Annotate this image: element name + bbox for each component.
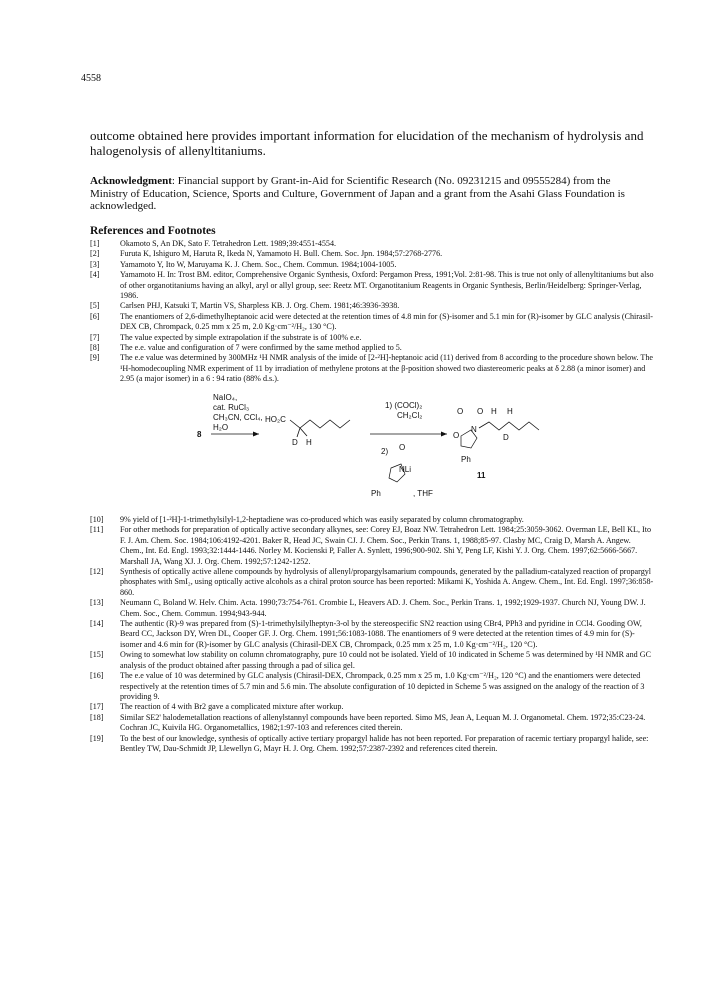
reference-item (90, 333, 655, 343)
scheme-reagent2-ph: Ph (371, 489, 381, 498)
scheme-reagent1-line2: cat. RuCl₃ (213, 403, 250, 412)
intro-paragraph: outcome obtained here provides important information for elucidation of the mechanism of hydrolysis and halogenolysis of allenyltitaniums. (90, 128, 644, 158)
scheme-reagent2-step: 2) (381, 447, 389, 456)
reference-number: [7] (90, 332, 100, 342)
scheme-reagent2-line2: CH₂Cl₂ (397, 411, 423, 420)
reference-number: [13] (90, 598, 104, 608)
reference-item (90, 260, 655, 270)
scheme-arrow-2-head (441, 432, 447, 437)
scheme-reagent1-line3: CH₃CN, CCl₄, (213, 413, 263, 422)
reference-text: Neumann C, Boland W. Helv. Chim. Acta. 1990;73:754-761. Crombie L, Heavers AD. J. Chem. Soc., Perkin Trans. 1, 1992;1929-1937. Church NJ, Young DW. J. Chem. Soc., Chem. Commun. 1994;943-944. (120, 598, 646, 618)
scheme-acid-d: D (292, 438, 298, 447)
reference-text: The value expected by simple extrapolation if the substrate is of 100% e.e. (120, 332, 362, 342)
reference-item (90, 702, 655, 712)
scheme-product-o3: O (453, 431, 460, 440)
scheme-reagent2-line1: 1) (COCl)₂ (385, 401, 423, 410)
reference-number: [10] (90, 515, 104, 524)
scheme-acid-h: H (306, 438, 312, 447)
scheme-reagent2-nli: NLi (399, 465, 412, 474)
scheme-product-h2: H (507, 407, 513, 416)
scheme-product-o2: O (477, 407, 484, 416)
acknowledgment-text: : Financial support by Grant-in-Aid for Scientific Research (No. 09231215 and 09555284) from the Ministry of Education, Science, Sports and Culture, Government of Japan and a grant from the Asahi Glass Foundation is acknowledged. (90, 175, 625, 212)
references-list-part2 (90, 515, 655, 754)
reference-item (90, 567, 655, 598)
reference-number: [15] (90, 650, 104, 660)
reference-item (90, 671, 655, 702)
reference-number: [12] (90, 567, 104, 577)
reference-text: To the best of our knowledge, synthesis of optically active tertiary propargyl halide has not been reported. For preparation of racemic tertiary propargyl halide, see: Bentley TW, Dau-Schmidt JP, Llewellyn G, Mayr H. J. Org. Chem. 1992;57:2387-2392 and references cited therein. (120, 733, 649, 753)
reference-text: The e.e value of 10 was determined by GLC analysis (Chirasil-DEX, Chrompack, 0.25 mm x 25 m, 1.0 Kg·cm⁻²/H₂, 120 °C) and the enantiomers were detected respectively at the retention times of 5.7 min and 5.6 min. The absolute configuration of 10 depicted in Scheme 5 was assigned on the analogy of the reaction of 3 providing 9. (120, 671, 645, 701)
page-number: 4558 (81, 73, 101, 84)
reference-text: Owing to somewhat low stability on column chromatography, pure 10 could not be isolated. Yield of 10 indicated in Scheme 5 was determined by ¹H NMR and GC analysis of the product obtained after passing through a pad of silica gel. (120, 650, 651, 670)
scheme-product-h1: H (491, 407, 497, 416)
reference-number: [18] (90, 712, 104, 722)
reference-item (90, 734, 655, 755)
scheme-reagent2-thf: , THF (413, 489, 433, 498)
reference-text: 9% yield of [1-²H]-1-trimethylsilyl-1,2-heptadiene was co-produced which was easily separated by column chromatography. (120, 515, 524, 524)
reference-item (90, 343, 655, 353)
reference-number: [2] (90, 249, 100, 259)
scheme-reagent2-o: O (399, 443, 406, 452)
reference-text: The enantiomers of 2,6-dimethylheptanoic acid were detected at the retention times of 4.8 min for (S)-isomer and 5.1 min for (R)-isomer by GLC analysis (Chirasil-DEX CB, Chrompack, 0.25 mm x 25 m, 2.0 Kg·cm⁻²/H₂, 130 °C). (120, 311, 653, 332)
scheme-acid-label: HO₂C (265, 415, 286, 424)
reference-number: [11] (90, 525, 104, 535)
scheme-product-ph: Ph (461, 455, 471, 464)
scheme-product-chain (479, 422, 539, 430)
references-heading: References and Footnotes (90, 225, 216, 237)
reference-text: The authentic (R)-9 was prepared from (S)-1-trimethylsilylheptyn-3-ol by the stereospecific SN2 reaction using CBr4, PPh3 and pyridine in CCl4. Gooding OW, Beard CC, Jackson DY, Wren DL, Cooper GF. J. Org. Chem. 1991;56:1083-1088. The enantiomers of 9 were detected at the retention times of 4.9 min for (S)-isomer and 4.6 min for (R)-isomer by GLC analysis (Chirasil-DEX CB, Chrompack, 0.25 mm x 25 m, 1.0 Kg·cm⁻²/H₂, 120 °C). (120, 619, 642, 649)
reference-item (90, 353, 655, 384)
reference-text: Carlsen PHJ, Katsuki T, Martin VS, Sharpless KB. J. Org. Chem. 1981;46:3936-3938. (120, 301, 400, 311)
reference-text: Yamamoto Y, Ito W, Maruyama K. J. Chem. Soc., Chem. Commun. 1984;1004-1005. (120, 259, 397, 269)
reference-number: [5] (90, 301, 100, 311)
reference-text: For other methods for preparation of optically active secondary alkynes, see: Corey EJ, Boaz NW. Tetrahedron Lett. 1984;25:3059-3062. Overman LE, Bell KL, Ito F. J. Am. Chem. Soc. 1984;106:4192-4201. Baker R, Head JC, Swain CJ. J. Chem. Soc., Perkin Trans. 1, 1988;85-97. Clasby MC, Craig D, Marsh A. Angew. Chem., Int. Ed. Engl. 1993;32:1444-1446. Norley M. Kocienski P, Faller A. Synlett, 1996;900-902. Shi Y, Peng LF, Kishi Y. J. Org. Chem. 1997;62:5666-5667. Marshall JA, Wang XJ. J. Org. Chem. 1992;57:1242-1252. (120, 525, 652, 566)
reference-text: Yamamoto H. In: Trost BM. editor, Comprehensive Organic Synthesis, Oxford: Pergamon Press, 1991;Vol. 2:81-98. This is true not only of allenyltitaniums but also of other organotitaniums having an alkyl, aryl or allyl group, see: Reetz MT. Organotitanium Reagents in Organic Synthesis, Berlin/Heidelberg: Springer-Verlag, 1986. (120, 270, 654, 301)
scheme-acid-h-bond (300, 428, 307, 436)
reference-number: [3] (90, 259, 100, 269)
reference-text: Okamoto S, An DK, Sato F. Tetrahedron Lett. 1989;39:4551-4554. (120, 239, 337, 248)
acknowledgment-paragraph (90, 175, 650, 213)
scheme-acid-d-bond (297, 428, 300, 437)
reference-number: [14] (90, 619, 104, 629)
scheme-compound-11: 11 (477, 471, 486, 480)
reference-text: Synthesis of optically active allene compounds by hydrolysis of allenyl/propargylsamarium compounds, generated by the palladium-catalyzed reaction of propargyl phosphates with SmI₂, using optically active alcohols as a chiral proton source has been reported: Mikami K, Yoshida A. Angew. Chem., Int. Ed. Engl. 1997;36:858-860. (120, 567, 654, 597)
reference-item (90, 239, 655, 249)
reference-number: [8] (90, 343, 100, 353)
reference-item (90, 301, 655, 311)
reference-text: Furuta K, Ishiguro M, Haruta R, Ikeda N, Yamamoto H. Bull. Chem. Soc. Jpn. 1984;57:2768-2776. (120, 249, 443, 259)
reference-item (90, 713, 655, 734)
reference-number: [1] (90, 239, 100, 248)
scheme-compound-8: 8 (197, 430, 202, 439)
reference-number: [4] (90, 270, 100, 280)
reference-text: The e.e value was determined by 300MHz ¹H NMR analysis of the imide of [2-²H]-heptanoic acid (11) derived from 8 according to the procedure shown below. The ¹H-homodecoupling NMR experiment of 11 by irradiation of methylene protons at the β-position showed two diastereomeric peaks at δ 2.88 (a minor isomer) and 2.95 (a major isomer) in a 6 : 94 ratio (88% d.s.). (120, 353, 653, 384)
scheme-acid-chain (290, 420, 350, 428)
reference-item (90, 525, 655, 567)
reaction-scheme (185, 392, 605, 512)
reference-number: [16] (90, 671, 104, 681)
reference-text: The e.e. value and configuration of 7 were confirmed by the same method applied to 5. (120, 343, 402, 353)
reference-number: [6] (90, 311, 100, 321)
reference-item (90, 515, 655, 525)
scheme-product-d: D (503, 433, 509, 442)
reference-item (90, 619, 655, 650)
scheme-arrow-1-head (253, 432, 259, 437)
reference-item (90, 598, 655, 619)
scheme-reagent1-line1: NaIO₄, (213, 393, 238, 402)
reference-item (90, 650, 655, 671)
scheme-reagent1-line4: H₂O (213, 423, 229, 432)
reference-number: [19] (90, 733, 104, 743)
acknowledgment-label: Acknowledgment (90, 175, 172, 187)
references-list-part1 (90, 239, 655, 385)
reference-text: The reaction of 4 with Br2 gave a complicated mixture after workup. (120, 702, 344, 712)
reference-number: [17] (90, 702, 104, 712)
scheme-product-n: N (471, 425, 477, 434)
scheme-product-o1: O (457, 407, 464, 416)
reference-item (90, 249, 655, 259)
reference-text: Similar SE2' halodemetallation reactions of allenylstannyl compounds have been reported. Simo MS, Jean A, Lequan M. J. Organometal. Chem. 1972;35:C23-24. Cochran JC, Kuivila HG. Organometallics, 1982;1:97-103 and references cited therein. (120, 712, 646, 733)
reference-item (90, 312, 655, 333)
reference-number: [9] (90, 353, 100, 363)
reference-item (90, 270, 655, 301)
